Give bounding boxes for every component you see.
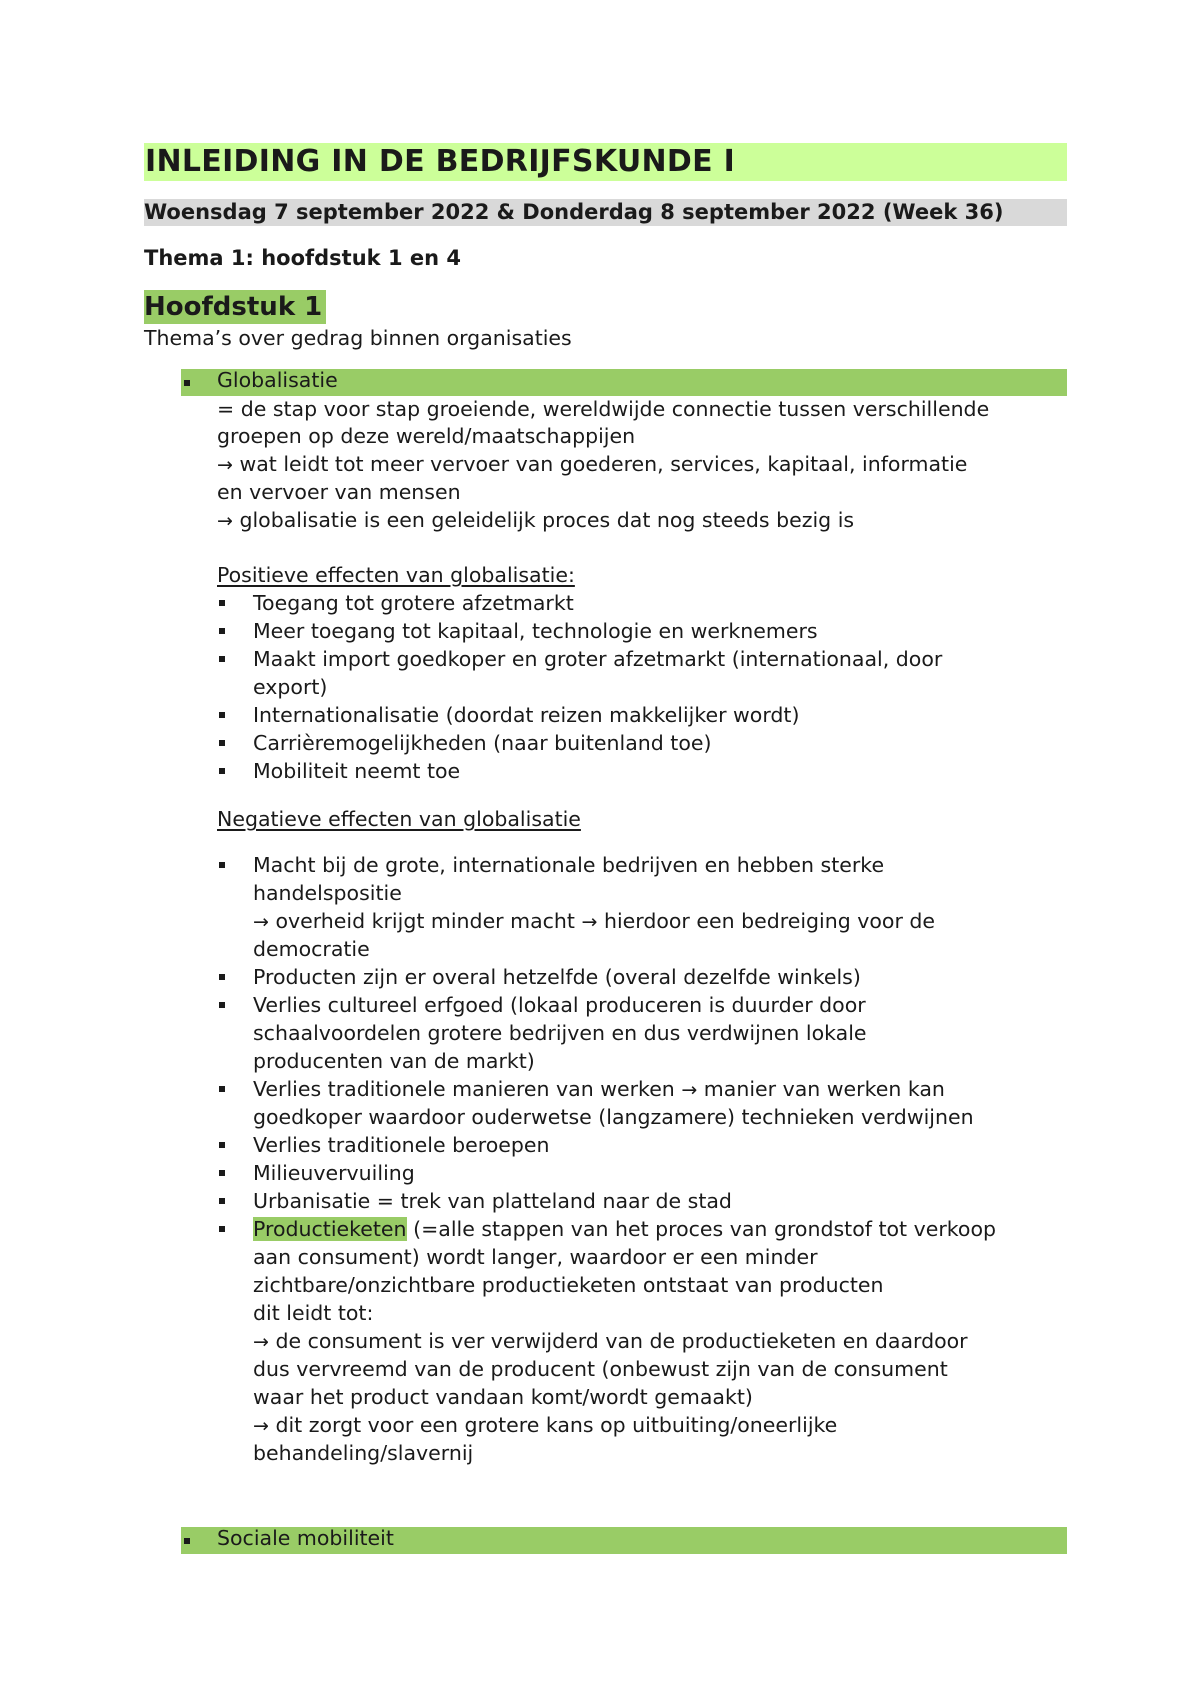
bullet-icon <box>219 1002 225 1008</box>
definition-line: groepen op deze wereld/maatschappijen <box>217 424 636 448</box>
chapter-subtitle: Thema’s over gedrag binnen organisaties <box>144 326 572 350</box>
definition-line: = de stap voor stap groeiende, wereldwijde connectie tussen verschillende <box>217 397 990 421</box>
list-item-cont: waar het product vandaan komt/wordt gemaakt) <box>253 1385 753 1409</box>
list-item-cont: zichtbare/onzichtbare productieketen ontstaat van producten <box>253 1273 884 1297</box>
bullet-icon <box>219 656 225 662</box>
list-item-cont: aan consument) wordt langer, waardoor er een minder <box>253 1245 818 1269</box>
list-item-cont: → de consument is ver verwijderd van de productieketen en daardoor <box>253 1329 968 1353</box>
list-item-cont: → dit zorgt voor een grotere kans op uitbuiting/oneerlijke <box>253 1413 838 1437</box>
arrow-icon: → <box>253 1331 269 1353</box>
bullet-icon <box>184 1538 190 1544</box>
list-item: Verlies traditionele beroepen <box>253 1133 550 1157</box>
arrow-line-cont: en vervoer van mensen <box>217 480 461 504</box>
document-title: INLEIDING IN DE BEDRIJFSKUNDE I <box>144 143 1067 181</box>
list-item-cont: dit leidt tot: <box>253 1301 374 1325</box>
bullet-icon <box>184 380 190 386</box>
bullet-icon <box>219 1170 225 1176</box>
arrow-icon: → <box>217 454 233 476</box>
bullet-icon <box>219 1198 225 1204</box>
list-item: Productieketen (=alle stappen van het proces van grondstof tot verkoop <box>253 1217 997 1241</box>
list-item-cont: democratie <box>253 937 370 961</box>
list-item: Maakt import goedkoper en groter afzetmarkt (internationaal, door <box>253 647 943 671</box>
list-item-cont: handelspositie <box>253 881 402 905</box>
chapter-heading: Hoofdstuk 1 <box>144 290 326 324</box>
bullet-icon <box>219 740 225 746</box>
list-item: Internationalisatie (doordat reizen makkelijker wordt) <box>253 703 800 727</box>
bullet-icon <box>219 768 225 774</box>
theme-line: Thema 1: hoofdstuk 1 en 4 <box>144 246 461 270</box>
arrow-icon: → <box>681 1079 698 1101</box>
bullet-icon <box>219 862 225 868</box>
globalisatie-heading: Globalisatie <box>217 368 338 392</box>
bullet-icon <box>219 600 225 606</box>
highlighted-term: Productieketen <box>253 1217 407 1241</box>
arrow-icon: → <box>581 911 598 933</box>
list-item: Toegang tot grotere afzetmarkt <box>253 591 574 615</box>
list-item-cont: → overheid krijgt minder macht → hierdoor een bedreiging voor de <box>253 909 936 933</box>
list-item: Milieuvervuiling <box>253 1161 415 1185</box>
list-item: Verlies traditionele manieren van werken → manier van werken kan <box>253 1077 945 1101</box>
list-item-cont: dus vervreemd van de producent (onbewust zijn van de consument <box>253 1357 948 1381</box>
list-item-cont: behandeling/slavernij <box>253 1441 474 1465</box>
bullet-icon <box>219 1226 225 1232</box>
arrow-line: → wat leidt tot meer vervoer van goederen, services, kapitaal, informatie <box>217 452 968 476</box>
arrow-line: → globalisatie is een geleidelijk proces dat nog steeds bezig is <box>217 508 855 532</box>
list-item-cont: schaalvoordelen grotere bedrijven en dus verdwijnen lokale <box>253 1021 867 1045</box>
arrow-icon: → <box>253 911 269 933</box>
bullet-icon <box>219 1086 225 1092</box>
list-item-cont: goedkoper waardoor ouderwetse (langzamere) technieken verdwijnen <box>253 1105 974 1129</box>
bullet-icon <box>219 628 225 634</box>
date-line: Woensdag 7 september 2022 & Donderdag 8 september 2022 (Week 36) <box>144 199 1067 226</box>
negative-effects-heading: Negatieve effecten van globalisatie <box>217 807 581 831</box>
arrow-icon: → <box>217 510 233 532</box>
sociale-mobiliteit-heading: Sociale mobiliteit <box>217 1526 394 1550</box>
list-item: Verlies cultureel erfgoed (lokaal produceren is duurder door <box>253 993 866 1017</box>
arrow-icon: → <box>253 1415 269 1437</box>
list-item: Meer toegang tot kapitaal, technologie en werknemers <box>253 619 818 643</box>
list-item: Carrièremogelijkheden (naar buitenland toe) <box>253 731 712 755</box>
list-item: Urbanisatie = trek van platteland naar de stad <box>253 1189 732 1213</box>
list-item: Macht bij de grote, internationale bedrijven en hebben sterke <box>253 853 885 877</box>
list-item-cont: producenten van de markt) <box>253 1049 535 1073</box>
positive-effects-heading: Positieve effecten van globalisatie: <box>217 563 575 587</box>
bullet-icon <box>219 712 225 718</box>
list-item: Producten zijn er overal hetzelfde (overal dezelfde winkels) <box>253 965 861 989</box>
list-item-cont: export) <box>253 675 328 699</box>
bullet-icon <box>219 1142 225 1148</box>
list-item: Mobiliteit neemt toe <box>253 759 461 783</box>
bullet-icon <box>219 974 225 980</box>
